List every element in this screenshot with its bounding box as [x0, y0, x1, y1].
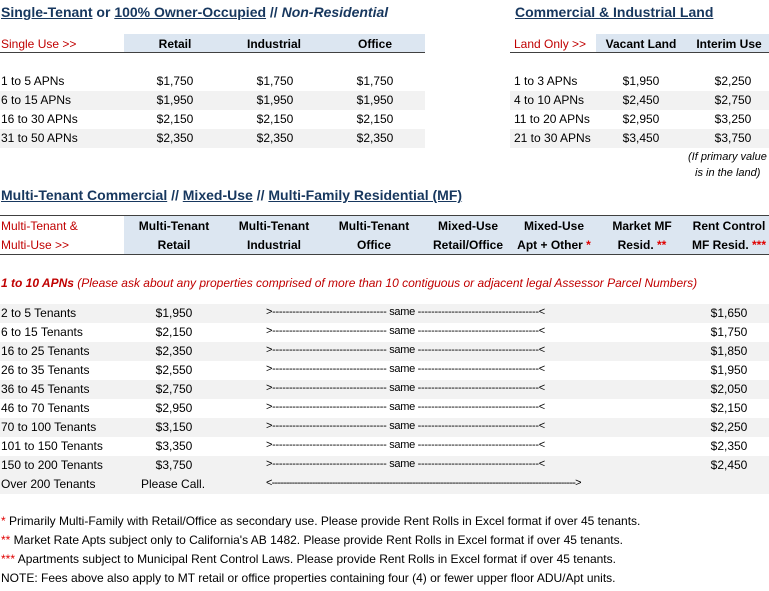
multi-fee-last: $2,250: [710, 420, 748, 434]
multi-row-label: 6 to 15 Tenants: [1, 325, 83, 339]
single-fee: $1,750: [356, 74, 394, 88]
title-sep: //: [266, 4, 282, 20]
multi-fee-first: $3,350: [155, 439, 193, 453]
footnote: [1, 552, 616, 566]
multi-col-label: Retail: [157, 238, 191, 252]
multi-row-label: 36 to 45 Tenants: [1, 382, 90, 396]
col-interim-use: Interim Use: [696, 37, 762, 51]
single-fee: $2,150: [256, 112, 294, 126]
multi-col-line2: [679, 238, 769, 252]
land-fee: $3,750: [714, 131, 752, 145]
multi-row-label: 16 to 25 Tenants: [1, 344, 90, 358]
title-multi-family: Multi-Family Residential (MF): [268, 187, 463, 203]
title-or: or: [92, 4, 115, 20]
multi-fee-first: $2,750: [155, 382, 193, 396]
multi-row-label: 26 to 35 Tenants: [1, 363, 90, 377]
footnote-marker: **: [1, 533, 11, 547]
land-note-1: (If primary value: [688, 151, 767, 163]
same-arrow: >---------------------------------- same ------------------------------------<: [266, 458, 545, 470]
land-row-label: 4 to 10 APNs: [514, 93, 585, 107]
same-arrow: >---------------------------------- same ------------------------------------<: [266, 344, 545, 356]
col-industrial: Industrial: [246, 37, 301, 51]
single-fee: $1,950: [356, 93, 394, 107]
multi-col-line1: Rent Control: [692, 219, 766, 233]
multi-col-line2: [592, 238, 692, 252]
over-arrow: <---------------------------------------------------------------------------------------------------------->: [266, 477, 581, 489]
please-call: Please Call.: [141, 477, 206, 491]
single-row-label: 31 to 50 APNs: [1, 131, 78, 145]
single-fee: $1,950: [156, 93, 194, 107]
footnote: [1, 533, 623, 547]
land-fee: $2,750: [714, 93, 752, 107]
multi-col-line1: Multi-Tenant: [338, 219, 410, 233]
multi-row-label: Over 200 Tenants: [1, 477, 96, 491]
multi-col-line1: Mixed-Use: [523, 219, 585, 233]
multi-fee-last: $2,050: [710, 382, 748, 396]
single-fee: $2,350: [356, 131, 394, 145]
footnote-marker: **: [653, 238, 667, 252]
multi-fee-first: $3,150: [155, 420, 193, 434]
land-fee: $3,450: [622, 131, 660, 145]
multi-col-line2: [124, 238, 224, 252]
land-row-label: 1 to 3 APNs: [514, 74, 578, 88]
multi-row-label-2: Multi-Use >>: [1, 238, 70, 252]
same-arrow: >---------------------------------- same ------------------------------------<: [266, 306, 545, 318]
multi-col-label: Apt + Other: [517, 238, 583, 252]
single-fee: $1,750: [256, 74, 294, 88]
multi-fee-last: $2,150: [710, 401, 748, 415]
single-fee: $1,950: [256, 93, 294, 107]
footnote-marker: ***: [1, 552, 16, 566]
title-multi-tenant: Multi-Tenant Commercial: [1, 187, 168, 203]
land-fee: $1,950: [622, 74, 660, 88]
multi-col-line2: [418, 238, 518, 252]
land-row-label: 11 to 20 APNs: [514, 112, 590, 126]
footnote-text: Market Rate Apts subject only to California's AB 1482. Please provide Rent Rolls in Excel format if over 45 tenants.: [10, 533, 623, 547]
land-row-label: Land Only >>: [514, 37, 587, 51]
land-fee: $2,950: [622, 112, 660, 126]
title-sep: //: [167, 187, 183, 203]
apn-note: [1, 276, 697, 290]
multi-header-rule: [0, 254, 769, 255]
apn-note-text: (Please ask about any properties comprised of more than 10 contiguous or adjacent legal Assessor Parcel Numbers): [73, 276, 698, 290]
multi-fee-last: $1,750: [710, 325, 748, 339]
footnote-marker: *: [582, 238, 591, 252]
single-row-label: Single Use >>: [1, 37, 77, 51]
footnote-marker: *: [1, 514, 6, 528]
multi-title: [1, 187, 462, 203]
title-non-residential: Non-Residential: [281, 4, 389, 20]
multi-fee-last: $1,650: [710, 306, 748, 320]
title-mixed-use: Mixed-Use: [182, 187, 253, 203]
single-fee: $2,350: [156, 131, 194, 145]
single-row-label: 16 to 30 APNs: [1, 112, 78, 126]
col-vacant-land: Vacant Land: [605, 37, 677, 51]
multi-fee-last: $2,350: [710, 439, 748, 453]
multi-col-label: Office: [356, 238, 391, 252]
multi-col-label: Industrial: [246, 238, 301, 252]
multi-fee-first: $1,950: [155, 306, 193, 320]
multi-row-label: 101 to 150 Tenants: [1, 439, 103, 453]
multi-fee-last: $1,950: [710, 363, 748, 377]
footnote-text: Primarily Multi-Family with Retail/Office as secondary use. Please provide Rent Rolls in Excel format if over 45 tenants.: [5, 514, 641, 528]
multi-row-label: 150 to 200 Tenants: [1, 458, 103, 472]
multi-row-label: 46 to 70 Tenants: [1, 401, 90, 415]
land-fee: $2,250: [714, 74, 752, 88]
single-fee: $2,350: [256, 131, 294, 145]
multi-row-label: 2 to 5 Tenants: [1, 306, 77, 320]
multi-col-label: Resid.: [617, 238, 654, 252]
multi-col-line1: Market MF: [612, 219, 672, 233]
land-title: Commercial & Industrial Land: [515, 4, 714, 20]
col-retail: Retail: [158, 37, 192, 51]
single-fee: $2,150: [156, 112, 194, 126]
multi-fee-first: $3,750: [155, 458, 193, 472]
same-arrow: >---------------------------------- same ------------------------------------<: [266, 401, 545, 413]
multi-row-label: 70 to 100 Tenants: [1, 420, 97, 434]
multi-fee-last: $1,850: [710, 344, 748, 358]
title-sep: //: [252, 187, 269, 203]
same-arrow: >---------------------------------- same ------------------------------------<: [266, 325, 545, 337]
same-arrow: >---------------------------------- same ------------------------------------<: [266, 363, 545, 375]
multi-col-line2: [324, 238, 424, 252]
apn-range: 1 to 10 APNs: [1, 276, 74, 290]
single-row-label: 1 to 5 APNs: [1, 74, 65, 88]
multi-fee-first: $2,350: [155, 344, 193, 358]
land-header-rule: [510, 52, 769, 53]
multi-fee-first: $2,550: [155, 363, 193, 377]
single-fee: $1,750: [156, 74, 194, 88]
land-note-2: is in the land): [695, 167, 761, 179]
col-office: Office: [357, 37, 392, 51]
single-tenant-title: [1, 4, 388, 20]
multi-col-line1: Mixed-Use: [437, 219, 499, 233]
land-fee: $2,450: [622, 93, 660, 107]
multi-col-line1: Multi-Tenant: [138, 219, 210, 233]
land-row-label: 21 to 30 APNs: [514, 131, 591, 145]
multi-fee-last: $2,450: [710, 458, 748, 472]
single-row-label: 6 to 15 APNs: [1, 93, 72, 107]
footnote-text: Apartments subject to Municipal Rent Control Laws. Please provide Rent Rolls in Excel format if over 45 tenants.: [15, 552, 616, 566]
same-arrow: >---------------------------------- same ------------------------------------<: [266, 420, 545, 432]
multi-col-line1: Multi-Tenant: [238, 219, 310, 233]
multi-col-label: MF Resid.: [691, 238, 749, 252]
single-header-rule: [0, 52, 425, 53]
multi-row-label-1: Multi-Tenant &: [1, 219, 78, 233]
same-arrow: >---------------------------------- same ------------------------------------<: [266, 382, 545, 394]
title-owner-occupied: 100% Owner-Occupied: [114, 4, 267, 20]
same-arrow: >---------------------------------- same ------------------------------------<: [266, 439, 545, 451]
land-fee: $3,250: [714, 112, 752, 126]
footnote: [1, 514, 640, 528]
multi-col-line2: [504, 238, 604, 252]
multi-fee-first: $2,150: [155, 325, 193, 339]
multi-col-line2: [224, 238, 324, 252]
multi-fee-first: $2,950: [155, 401, 193, 415]
multi-col-label: Retail/Office: [432, 238, 504, 252]
title-single-tenant: Single-Tenant: [1, 4, 93, 20]
single-fee: $2,150: [356, 112, 394, 126]
fee-note: NOTE: Fees above also apply to MT retail or office properties containing four (4) or fewer upper floor ADU/Apt units.: [1, 571, 616, 585]
footnote-marker: ***: [748, 238, 766, 252]
